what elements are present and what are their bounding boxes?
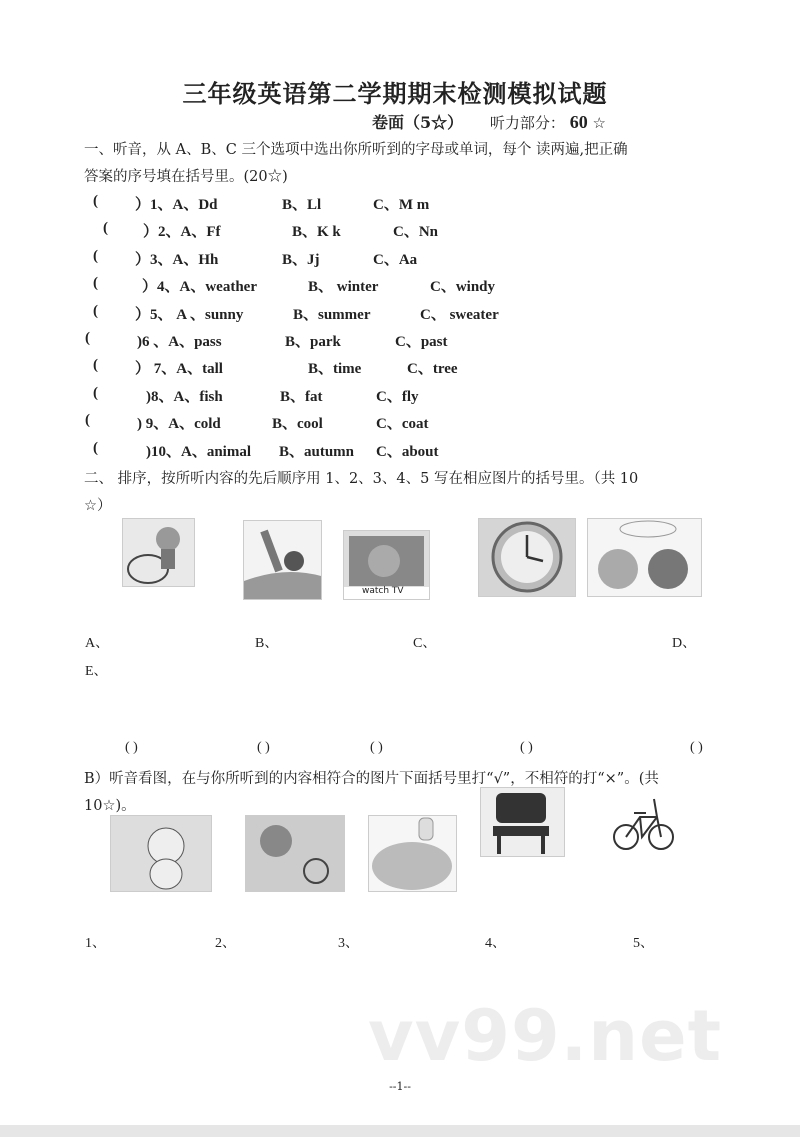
- picture-number: 5、: [633, 936, 654, 951]
- star-icon: ☆: [592, 114, 606, 132]
- question-8-option-a: )8、A、fish: [146, 388, 223, 405]
- page-number: --1--: [389, 1080, 411, 1093]
- question-5-answer-blank: (: [93, 302, 98, 319]
- question-7-option-c: C、tree: [407, 361, 458, 378]
- section1-instruction-1: 一、听音，从 A、B、C 三个选项中选出你所听到的字母或单词，每个 读两遍,把正确: [84, 142, 628, 158]
- question-9-answer-blank: (: [85, 412, 90, 429]
- page-bottom-edge: [0, 1125, 800, 1137]
- picture-number: 3、: [338, 936, 359, 951]
- question-9-option-c: C、coat: [376, 416, 429, 433]
- question-1-answer-blank: (: [93, 193, 98, 209]
- question-8-answer-blank: (: [93, 384, 98, 401]
- picture-boy-bike: [245, 815, 345, 892]
- sectionB-instruction-1: B）听音看图，在与你所听到的内容相符合的图片下面括号里打“√”，不相符的打“×”。(共: [84, 771, 659, 787]
- question-3-option-a: ）3、A、Hh: [135, 251, 219, 268]
- picture-waking-up: [243, 520, 322, 600]
- listening-label: 听力部分：: [489, 114, 565, 132]
- question-4-answer-blank: (: [93, 275, 98, 292]
- question-6-option-b: B、park: [285, 334, 341, 350]
- question-1-option-b: B、Ll: [282, 197, 322, 213]
- question-2-answer-blank: (: [103, 220, 108, 237]
- picture-caption: watch TV: [362, 586, 404, 596]
- question-8-option-b: B、fat: [280, 388, 323, 405]
- picture-jump-rope: [122, 518, 195, 587]
- score-info: [372, 110, 606, 133]
- question-3-answer-blank: (: [93, 247, 98, 264]
- question-2-option-b: B、K k: [292, 224, 341, 241]
- picture-label: C、: [413, 636, 437, 651]
- listening-score: 60: [569, 112, 588, 132]
- question-3-option-b: B、Jj: [282, 251, 320, 268]
- order-blank: ( ): [690, 740, 703, 755]
- picture-bicycle: [612, 787, 675, 855]
- section2-instruction-2: ☆）: [84, 498, 112, 514]
- section2-instruction-1: 二、 排序，按所听内容的先后顺序用 1、2、3、4、5 写在相应图片的括号里。（共 10: [84, 471, 639, 487]
- question-10-option-a: )10、A、animal: [146, 443, 252, 460]
- question-10-option-c: C、about: [376, 443, 439, 460]
- picture-number: 1、: [85, 936, 106, 951]
- question-1-option-a: ）1、A、Dd: [135, 197, 218, 213]
- question-8-option-c: C、fly: [376, 388, 419, 405]
- question-9-option-b: B、cool: [272, 416, 323, 433]
- question-4-option-c: C、windy: [430, 279, 496, 296]
- picture-label: A、: [85, 636, 110, 651]
- question-5-option-a: ）5、 A 、sunny: [135, 306, 244, 323]
- picture-number: 2、: [215, 936, 236, 951]
- picture-ping-pong-paddle: [368, 815, 457, 892]
- page-title: 三年级英语第二学期期末检测模拟试题: [182, 80, 608, 108]
- picture-label: D、: [672, 636, 697, 651]
- order-blank: ( ): [257, 740, 270, 755]
- picture-clock: [478, 518, 576, 597]
- question-2-option-c: C、Nn: [393, 224, 439, 241]
- question-7-option-a: ） 7、A、tall: [135, 361, 223, 378]
- order-blank: ( ): [370, 740, 383, 755]
- question-9-option-a: ) 9、A、cold: [137, 416, 221, 433]
- question-6-option-c: C、past: [395, 334, 448, 350]
- picture-number: 4、: [485, 936, 506, 951]
- question-1-option-c: C、M m: [373, 197, 430, 213]
- question-5-option-b: B、summer: [293, 306, 371, 323]
- picture-watch-tv: [343, 530, 430, 600]
- question-6-option-a: )6 、A、pass: [137, 334, 222, 350]
- picture-panda: [110, 815, 212, 892]
- question-10-option-b: B、autumn: [279, 443, 355, 460]
- picture-label: B、: [255, 636, 279, 651]
- question-5-option-c: C、 sweater: [420, 306, 499, 323]
- question-10-answer-blank: (: [93, 439, 98, 456]
- picture-chair: [480, 787, 565, 857]
- question-6-answer-blank: (: [85, 330, 90, 346]
- picture-two-children: [587, 518, 702, 597]
- watermark: vv99.net: [368, 995, 723, 1077]
- question-4-option-a: ）4、A、weather: [142, 279, 257, 296]
- question-7-answer-blank: (: [93, 357, 98, 374]
- paper-score: 卷面（5☆）: [372, 113, 464, 132]
- order-blank: ( ): [125, 740, 138, 755]
- section1-instruction-2: 答案的序号填在括号里。(20☆): [84, 169, 288, 185]
- order-blank: ( ): [520, 740, 533, 755]
- picture-label: E、: [85, 664, 108, 679]
- question-4-option-b: B、 winter: [308, 279, 379, 296]
- question-3-option-c: C、Aa: [373, 251, 418, 268]
- sectionB-instruction-2: 10☆)。: [84, 798, 136, 814]
- question-7-option-b: B、time: [308, 361, 362, 378]
- question-2-option-a: ）2、A、Ff: [143, 224, 221, 241]
